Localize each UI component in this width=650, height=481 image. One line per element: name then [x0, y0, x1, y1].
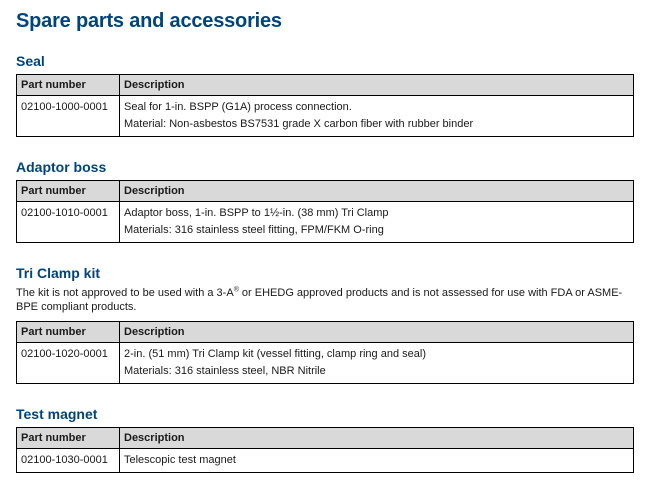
description-line: Materials: 316 stainless steel fitting, FPM/FKM O-ring [124, 224, 384, 236]
registered-mark: ® [233, 286, 239, 294]
description-line: Seal for 1-in. BSPP (G1A) process connection. [124, 101, 352, 113]
section-heading: Adaptor boss [16, 159, 107, 175]
part-number-cell: 02100-1010-0001 [17, 202, 120, 243]
description-cell [120, 449, 634, 473]
section-tri-clamp-kit [16, 265, 634, 384]
description-line: Materials: 316 stainless steel, NBR Nitrile [124, 365, 326, 377]
section-seal [16, 53, 634, 137]
description-line: Material: Non-asbestos BS7531 grade X carbon fiber with rubber binder [124, 118, 474, 130]
section-heading: Seal [16, 53, 45, 69]
table-row [17, 202, 634, 243]
column-header-part-number: Part number [17, 75, 120, 96]
table-row [17, 449, 634, 473]
column-header-description: Description [120, 181, 634, 202]
table-header-row [17, 181, 634, 202]
note-text: or EHEDG approved products and is not assessed for use with FDA or ASME-BPE compliant products. [16, 287, 623, 313]
column-header-description: Description [120, 322, 634, 343]
note-text: The kit is not approved to be used with a 3-A [16, 287, 234, 299]
column-header-description: Description [120, 428, 634, 449]
parts-table [16, 74, 634, 137]
column-header-part-number: Part number [17, 428, 120, 449]
parts-table [16, 321, 634, 384]
section-heading: Tri Clamp kit [16, 265, 101, 281]
table-header-row [17, 75, 634, 96]
description-line: 2-in. (51 mm) Tri Clamp kit (vessel fitting, clamp ring and seal) [124, 348, 426, 360]
description-cell [120, 202, 634, 243]
description-cell [120, 343, 634, 384]
table-row [17, 343, 634, 384]
parts-table [16, 180, 634, 243]
column-header-part-number: Part number [17, 181, 120, 202]
parts-table [16, 427, 634, 473]
section-adaptor-boss [16, 159, 634, 243]
description-line: Adaptor boss, 1-in. BSPP to 1½-in. (38 mm) Tri Clamp [124, 207, 389, 219]
part-number-cell: 02100-1030-0001 [17, 449, 120, 473]
column-header-part-number: Part number [17, 322, 120, 343]
table-header-row [17, 322, 634, 343]
table-row [17, 96, 634, 137]
section-note [16, 286, 634, 314]
section-test-magnet [16, 406, 634, 473]
description-cell [120, 96, 634, 137]
description-line: Telescopic test magnet [124, 454, 236, 466]
section-heading: Test magnet [16, 406, 98, 422]
part-number-cell: 02100-1000-0001 [17, 96, 120, 137]
column-header-description: Description [120, 75, 634, 96]
part-number-cell: 02100-1020-0001 [17, 343, 120, 384]
page-title: Spare parts and accessories [16, 10, 282, 32]
table-header-row [17, 428, 634, 449]
